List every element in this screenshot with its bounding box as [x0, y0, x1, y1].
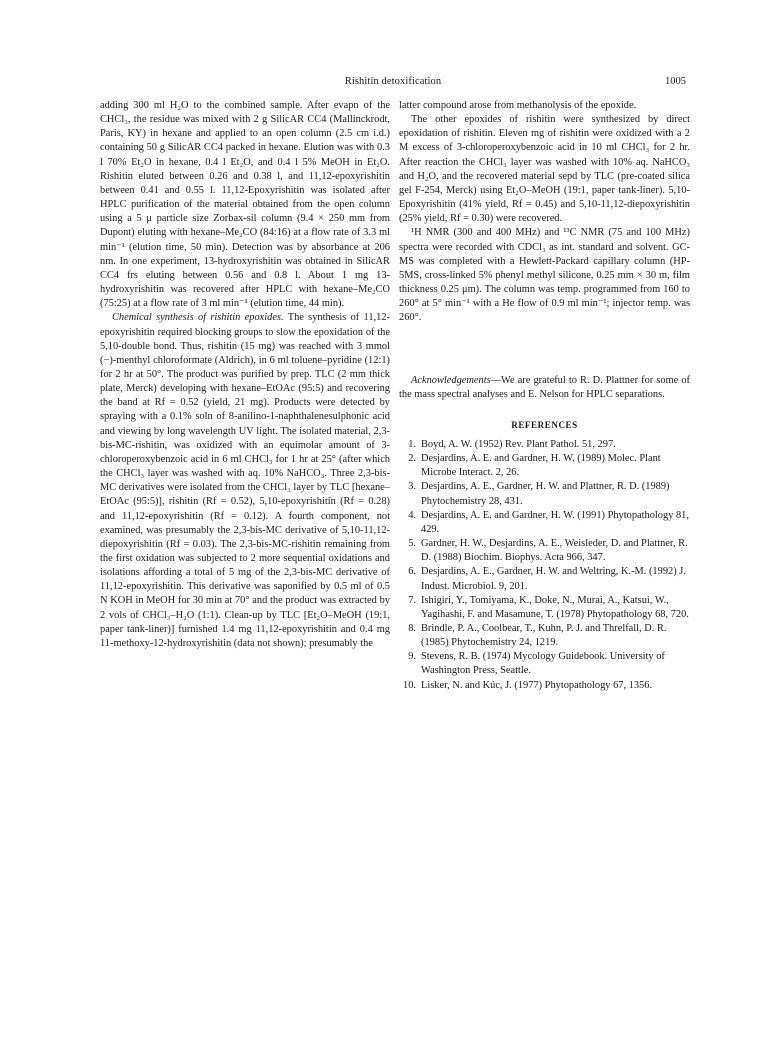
reference-number: 9.: [408, 651, 416, 663]
references-list: [399, 438, 690, 693]
reference-item: [399, 594, 690, 622]
reference-item: [399, 480, 690, 508]
reference-number: 7.: [408, 594, 416, 606]
synthesis-body: The synthesis of 11,12-epoxyrishitin required blocking groups to slow the epoxidation of the 5,10-double bond. Thus, rishitin (15 mg) was reached with 3 mmol (−)-menthyl chloroformate (Aldrich), in 6 ml toluene–pyridine (12:1) for 2 hr at 50°. The product was purified by prep. TLC (2 mm thick plate, Merck) developing with hexane–EtOAc (95:5) and recovering the band at Rf = 0.52 (yield, 21 mg). Products were detected by spraying with a 0.1% soln of 8-anilino-1-naphthalenesulphonic acid and viewing by long wavelength UV light. The isolated material, 2,3-bis-MC-rishitin, was oxidized with an equimolar amount of 3-chloroperoxybenzoic acid in 6 ml CHCl₃ for 1 hr at 25° (after which the CHCl₃ layer was washed with aq. 10% NaHCO₃. Three 2,3-bis-MC derivatives were isolated from the CHCl₃ layer by TLC [hexane–EtOAc (95:5)], rishitin (Rf = 0.52), 5,10-epoxyrishitin (Rf = 0.28) and 11,12-epoxyrishitin (Rf = 0.12). A fourth component, not examined, was presumably the 2,3-bis-MC derivative of 5,10-11,12-diepoxyrishitin (Rf = 0.03). The 2,3-bis-MC-rishitin remaining from the first oxidation was subjected to 2 more sequential oxidations and isolations affording a total of 5 mg of the 2,3-bis-MC derivative of 11,12-epoxyrishitin. This derivative was saponified by 0.5 ml of 0.5 N KOH in MeOH for 30 min at 70° and the product was extracted by 2 vols of CHCl₃–H₂O (1:1). Clean-up by TLC [Et₂O–MeOH (19:1, paper tank-liner)] furnished 1.4 mg 11,12-epoxyrishitin and 0.4 mg 11-methoxy-12-hydroxyrishitin (data not shown); presumably the: [100, 312, 390, 649]
reference-item: [399, 679, 690, 693]
reference-text: Desjardins, A. E., Gardner, H. W. and Plattner, R. D. (1989) Phytochemistry 28, 431.: [421, 481, 670, 507]
methods-paragraph-epoxides: The other epoxides of rishitin were synthesized by direct epoxidation of rishitin. Eleven mg of rishitin were oxidized with a 2 M excess of 3-chloroperoxybenzoic acid in 10 ml CHCl₃ for 2 hr. After reaction the CHCl₃ layer was washed with 10% aq. NaHCO₃ and H₂O, and the recovered material sepd by TLC (pre-coated silica gel F-254, Merck) using Et₂O–MeOH (19:1, paper tank-liner). 5,10-Epoxyrishitin (41% yield, Rf = 0.45) and 5,10-11,12-diepoxyrishitin (25% yield, Rf = 0.30) were recovered.: [399, 114, 690, 225]
reference-number: 5.: [408, 538, 416, 550]
acknowledgements-label: Acknowledgements: [411, 374, 491, 386]
reference-text: Brindle, P. A., Coolbear, T., Kuhn, P. J. and Threlfall, D. R. (1985) Phytochemistry 24, 1219.: [421, 623, 667, 649]
right-column: [399, 99, 690, 693]
reference-text: Desjardins, A. E. and Gardner, H. W. (1991) Phytopathology 81, 429.: [421, 509, 689, 535]
reference-number: 6.: [408, 566, 416, 578]
reference-item: [399, 452, 690, 480]
reference-text: Boyd, A. W. (1952) Rev. Plant Pathol. 51, 297.: [421, 438, 616, 450]
reference-number: 4.: [408, 509, 416, 521]
reference-item: [399, 622, 690, 650]
reference-text: Ishigiri, Y., Tomiyama, K., Doke, N., Murai, A., Katsui, W., Yagihashi, F. and Masamune, T. (1978) Phytopathology 68, 720.: [421, 594, 689, 620]
page-header: [100, 76, 686, 90]
reference-number: 3.: [408, 481, 416, 493]
references-heading: REFERENCES: [511, 419, 578, 430]
acknowledgements-body: —We are grateful to R. D. Plattner for some of the mass spectral analyses and E. Nelson for HPLC separations.: [399, 374, 690, 400]
methods-paragraph-isolation: adding 300 ml H₂O to the combined sample. After evapn of the CHCl₃, the residue was mixed with 2 g SilicAR CC4 (Mallinckrodt, Paris, KY) in hexane and applied to an open column (2.5 cm i.d.) containing 50 g SilicAR CC4 packed in hexane. Elution was with 0.3 l 70% Et₂O in hexane, 0.4 l Et₂O, and 0.4 l 5% MeOH in Et₂O. Rishitin eluted between 0.26 and 0.38 l, and 11,12-epoxyrishitin between 0.41 and 0.55 l. 11,12-Epoxyrishitin was isolated after HPLC purification of the material obtained from the open column using a 5 μ particle size Zorbax-sil column (9.4 × 250 mm from Dupont) eluting with hexane–Me₂CO (84:16) at a flow rate of 3.3 ml min⁻¹ (elution time, 50 min). Detection was by absorbance at 206 nm. In one experiment, 13-hydroxyrishitin was obtained in SilicAR CC4 frs eluting between 0.56 and 0.8 l. About 1 mg 13-hydroxyrishitin was recovered after HPLC with hexane–Me₂CO (75:25) at a flow rate of 3 ml min⁻¹ (elution time, 44 min).: [100, 100, 390, 310]
reference-text: Desjardins, A. E., Gardner, H. W. and Weltring, K.-M. (1992) J. Indust. Microbiol. 9, 201.: [421, 566, 686, 592]
running-title: Rishitin detoxification: [344, 76, 442, 87]
reference-number: 2.: [408, 453, 416, 465]
methods-paragraph-nmr: ¹H NMR (300 and 400 MHz) and ¹³C NMR (75 and 100 MHz) spectra were recorded with CDCl₃ as int. standard and solvent. GC-MS was completed with a Hewlett-Packard capillary column (HP-5MS, cross-linked 5% phenyl methyl silicone, 0.25 mm × 30 m, film thickness 0.25 μm). The column was temp. programmed from 160 to 260° at 5° min⁻¹ with a He flow of 0.9 ml min⁻¹; injector temp. was 260°.: [399, 227, 690, 324]
reference-text: Desjardins, A. E. and Gardner, H. W. (1989) Molec. Plant Microbe Interact. 2, 26.: [421, 453, 661, 479]
reference-item: [399, 509, 690, 537]
reference-item: [399, 650, 690, 678]
page-number: 1005: [665, 76, 686, 87]
reference-item: [399, 438, 690, 452]
reference-item: [399, 537, 690, 565]
section-heading-synthesis: Chemical synthesis of rishitin epoxides.: [112, 312, 284, 324]
left-column: [100, 99, 390, 651]
methods-paragraph-continuation: latter compound arose from methanolysis of the epoxide.: [399, 100, 637, 111]
reference-text: Stevens, R. B. (1974) Mycology Guidebook. University of Washington Press, Seattle.: [421, 651, 665, 677]
reference-number: 10.: [403, 679, 416, 691]
acknowledgements: [399, 374, 690, 402]
reference-number: 1.: [408, 438, 416, 450]
reference-item: [399, 565, 690, 593]
reference-text: Gardner, H. W., Desjardins, A. E., Weisleder, D. and Plattner, R. D. (1988) Biochim. Biophys. Acta 966, 347.: [421, 538, 688, 564]
reference-number: 8.: [408, 623, 416, 634]
methods-paragraph-synthesis: [100, 311, 390, 651]
reference-text: Lisker, N. and Kúc, J. (1977) Phytopathology 67, 1356.: [421, 679, 653, 691]
